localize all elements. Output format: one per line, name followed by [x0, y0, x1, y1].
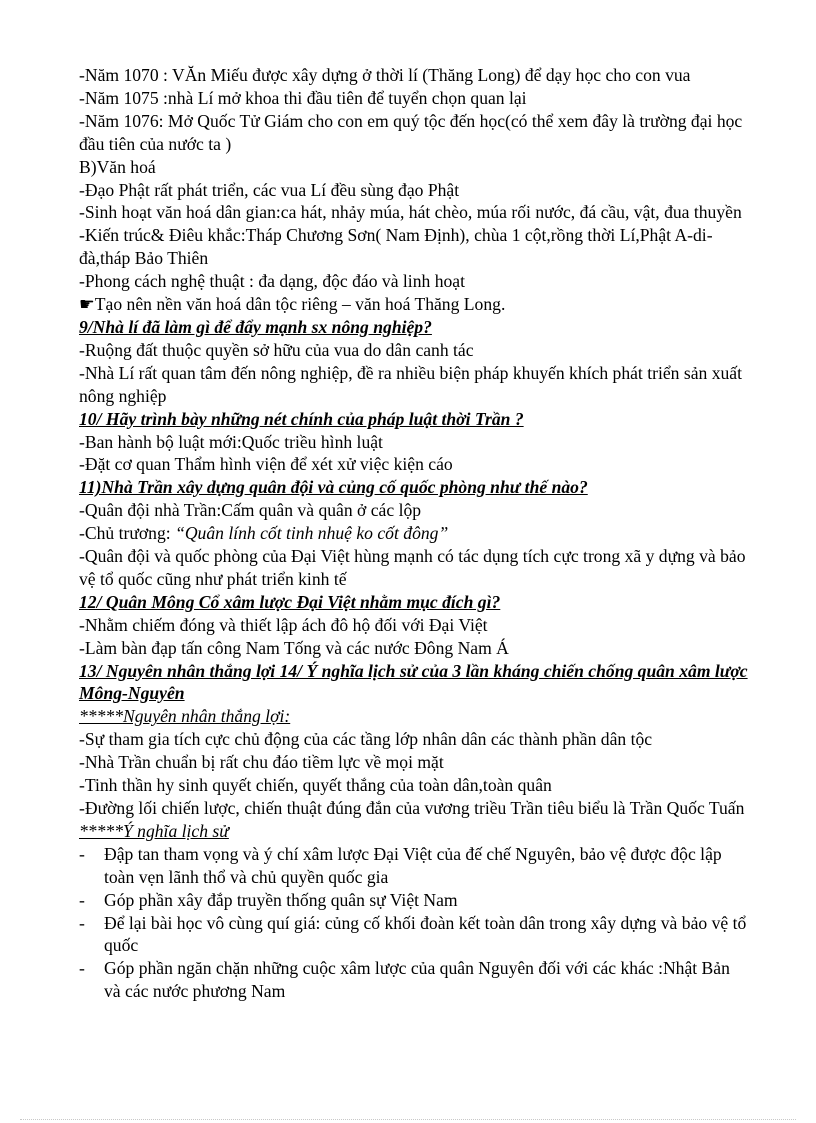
- q11-policy: [79, 522, 749, 545]
- meaning-item: [79, 912, 749, 958]
- page-bottom-divider: [20, 1119, 796, 1120]
- q12-item: -Làm bàn đạp tấn công Nam Tống và các nước Đông Nam Á: [79, 637, 509, 658]
- meaning-title: Ý nghĩa lịch sử: [122, 820, 229, 841]
- document-page: [79, 64, 749, 1003]
- culture-item: -Phong cách nghệ thuật : đa dạng, độc đáo và linh hoạt: [79, 271, 465, 292]
- dash-bullet: -: [79, 843, 85, 864]
- pointing-hand-icon: ☛: [79, 294, 95, 315]
- meaning-text: Góp phần ngăn chặn những cuộc xâm lược của quân Nguyên đối với các khác :Nhật Bản và các nước phương Nam: [104, 958, 730, 1002]
- culture-conclusion-text: Tạo nên nền văn hoá dân tộc riêng – văn hoá Thăng Long.: [94, 294, 506, 315]
- edu-item: -Năm 1075 :nhà Lí mở khoa thi đầu tiên để tuyển chọn quan lại: [79, 87, 527, 108]
- meaning-stars: *****: [79, 820, 123, 841]
- q11-policy-label: -Chủ trương:: [79, 523, 176, 544]
- culture-item: -Sinh hoạt văn hoá dân gian:ca hát, nhảy múa, hát chèo, múa rối nước, đá cầu, vật, đua thuyền: [79, 202, 742, 223]
- causes-subheading: [79, 705, 749, 728]
- meaning-item: [79, 889, 749, 912]
- dash-bullet: -: [79, 889, 85, 910]
- q10-item: -Đặt cơ quan Thẩm hình viện để xét xử việc kiện cáo: [79, 454, 453, 475]
- culture-title: B)Văn hoá: [79, 156, 156, 177]
- q11-item: -Quân đội nhà Trần:Cấm quân và quân ở các lộp: [79, 500, 422, 521]
- q11-item: -Quân đội và quốc phòng của Đại Việt hùng mạnh có tác dụng tích cực trong xã y dựng và bảo vệ tổ quốc cũng như phát triển kinh tế: [79, 546, 746, 589]
- q13-heading: 13/ Nguyên nhân thắng lợi 14/ Ý nghĩa lịch sử của 3 lần kháng chiến chống quân xâm lược Mông-Nguyên: [79, 660, 748, 704]
- dash-bullet: -: [79, 958, 85, 979]
- meaning-text: Để lại bài học vô cùng quí giá: củng cố khối đoàn kết toàn dân trong xây dựng và bảo vệ tổ quốc: [104, 912, 747, 956]
- culture-conclusion: [79, 293, 749, 316]
- cause-item: -Đường lối chiến lược, chiến thuật đúng đắn của vương triều Trần tiêu biểu là Trần Quốc Tuấn: [79, 798, 745, 818]
- culture-item: -Đạo Phật rất phát triển, các vua Lí đều sùng đạo Phật: [79, 179, 460, 200]
- edu-item: -Năm 1076: Mở Quốc Tử Giám cho con em quý tộc đến học(có thể xem đây là trường đại học đầu tiên của nước ta ): [79, 110, 743, 154]
- cause-item: -Sự tham gia tích cực chủ động của các tầng lớp nhân dân các thành phần dân tộc: [79, 729, 653, 750]
- cause-item: -Nhà Trần chuẩn bị rất chu đáo tiềm lực về mọi mặt: [79, 752, 444, 773]
- culture-item: -Kiến trúc& Điêu khắc:Tháp Chương Sơn( Nam Định), chùa 1 cột,rồng thời Lí,Phật A-di-đà,tháp Bảo Thiên: [79, 225, 713, 269]
- meaning-item: [79, 843, 749, 889]
- meaning-text: Góp phần xây đắp truyền thống quân sự Việt Nam: [104, 889, 458, 910]
- q12-heading: 12/ Quân Mông Cổ xâm lược Đại Việt nhằm mục đích gì?: [79, 591, 501, 612]
- meaning-item: [79, 957, 749, 1003]
- q10-item: -Ban hành bộ luật mới:Quốc triều hình luật: [79, 431, 383, 452]
- edu-item: -Năm 1070 : VĂn Miếu được xây dựng ở thời lí (Thăng Long) để dạy học cho con vua: [79, 65, 691, 85]
- causes-title: Nguyên nhân thắng lợi:: [122, 706, 291, 727]
- q9-item: -Nhà Lí rất quan tâm đến nông nghiệp, đề ra nhiều biện pháp khuyến khích phát triển sản xuất nông nghiệp: [79, 362, 742, 406]
- dash-bullet: -: [79, 912, 85, 933]
- q11-heading: 11)Nhà Trần xây dựng quân đội và củng cố quốc phòng như thế nào?: [79, 477, 588, 498]
- cause-item: -Tinh thần hy sinh quyết chiến, quyết thắng của toàn dân,toàn quân: [79, 775, 552, 796]
- q9-heading: 9/Nhà lí đã làm gì để đẩy mạnh sx nông nghiệp?: [79, 316, 432, 337]
- q12-item: -Nhằm chiếm đóng và thiết lập ách đô hộ đối với Đại Việt: [79, 614, 488, 635]
- q11-policy-quote: “Quân lính cốt tinh nhuệ ko cốt đông”: [175, 523, 449, 544]
- q10-heading: 10/ Hãy trình bày những nét chính của pháp luật thời Trần ?: [79, 408, 524, 429]
- meaning-text: Đập tan tham vọng và ý chí xâm lược Đại Việt của đế chế Nguyên, bảo vệ được độc lập toàn vẹn lãnh thổ và chủ quyền quốc gia: [104, 843, 722, 887]
- q9-item: -Ruộng đất thuộc quyền sở hữu của vua do dân canh tác: [79, 339, 474, 360]
- meaning-subheading: [79, 820, 749, 843]
- causes-stars: *****: [79, 706, 123, 727]
